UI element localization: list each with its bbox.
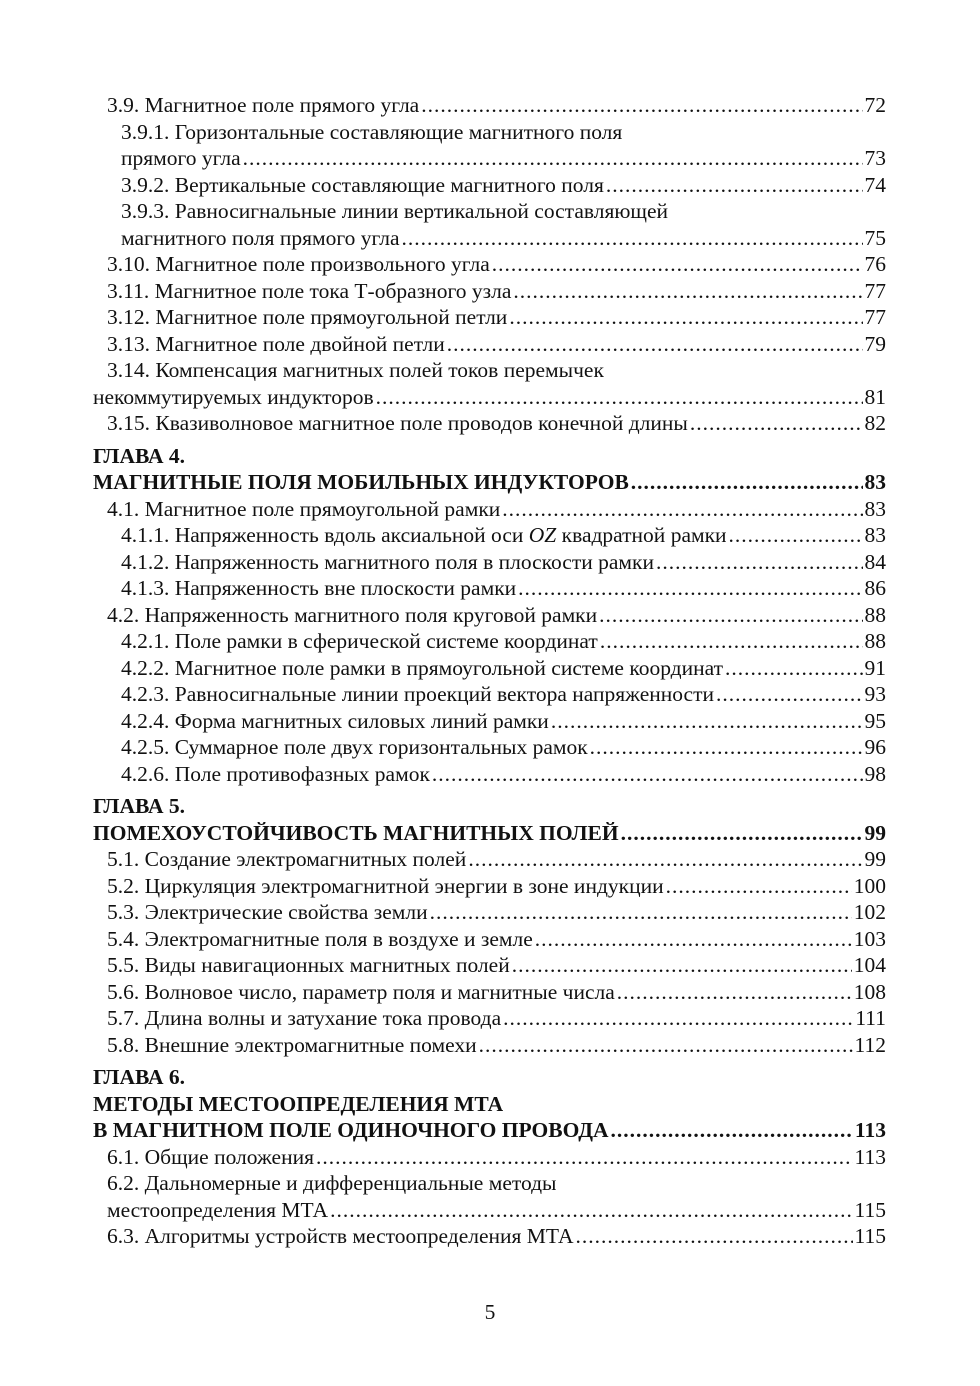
toc-entry[interactable] [93,979,886,1006]
toc-page-number: 82 [864,411,886,435]
toc-entry-title: 5.2. Циркуляция электромагнитной энергии в зоне индукции [107,873,664,898]
table-of-contents [93,92,886,1250]
dot-leader [725,655,863,682]
dot-leader [503,1005,853,1032]
toc-page-number: 73 [864,146,886,170]
toc-entry-title: 5.5. Виды навигационных магнитных полей [107,953,510,977]
toc-entry[interactable] [93,1170,886,1197]
toc-page-number: 91 [864,655,886,680]
toc-page-number: 111 [855,1006,886,1030]
dot-leader [447,331,863,358]
toc-entry[interactable] [93,734,886,761]
toc-entry[interactable] [93,278,886,305]
dot-leader [518,575,862,602]
chapter-heading[interactable] [93,469,886,496]
dot-leader [631,469,863,496]
toc-entry[interactable] [93,1223,886,1250]
chapter-heading[interactable] [93,1091,886,1118]
dot-leader [690,410,863,437]
dot-leader [468,846,862,873]
chapter-heading[interactable] [93,443,886,470]
toc-page-number: 100 [853,873,886,898]
toc-entry[interactable] [93,304,886,331]
toc-page-number: 81 [864,384,886,409]
toc-entry[interactable] [93,575,886,602]
dot-leader [432,761,863,788]
toc-entry[interactable] [93,681,886,708]
toc-entry-title: 3.10. Магнитное поле произвольного угла [107,252,490,276]
toc-entry[interactable] [93,628,886,655]
toc-entry[interactable] [93,496,886,523]
dot-leader [729,522,863,549]
toc-entry[interactable] [93,761,886,788]
toc-entry-title: 4.2.4. Форма магнитных силовых линий рамки [121,708,549,733]
chapter-heading[interactable] [93,1064,886,1091]
toc-entry-title: МЕТОДЫ МЕСТООПРЕДЕЛЕНИЯ МТА [93,1091,504,1116]
dot-leader [716,681,862,708]
toc-entry-title: ГЛАВА 5. [93,794,185,818]
toc-entry[interactable] [93,251,886,278]
toc-entry[interactable] [93,92,886,119]
toc-page-number: 115 [854,1224,886,1248]
toc-page-number: 95 [864,708,886,733]
toc-entry[interactable] [93,1144,886,1171]
dot-leader [243,145,863,172]
toc-entry-title: 4.2.1. Поле рамки в сферической системе координат [121,629,598,653]
toc-entry-title: 3.13. Магнитное поле двойной петли [107,331,445,356]
toc-entry[interactable] [93,926,886,953]
toc-entry-title: некоммутируемых индукторов [93,384,374,409]
toc-page-number: 104 [853,953,886,977]
dot-leader [513,278,862,305]
toc-page-number: 86 [864,576,886,600]
toc-entry[interactable] [93,655,886,682]
toc-page-number: 115 [854,1197,886,1222]
toc-entry-title: В МАГНИТНОМ ПОЛЕ ОДИНОЧНОГО ПРОВОДА [93,1118,609,1142]
toc-page-number: 75 [864,225,886,250]
toc-entry-title: 3.14. Компенсация магнитных полей токов перемычек [107,358,604,382]
dot-leader [421,92,862,119]
toc-entry-title: ГЛАВА 6. [93,1065,185,1089]
toc-page-number: 113 [854,1118,886,1142]
toc-entry-title: 4.2. Напряженность магнитного поля круговой рамки [107,602,598,627]
dot-leader [656,549,863,576]
dot-leader [666,873,852,900]
toc-page-number: 93 [864,682,886,706]
toc-entry-title: ПОМЕХОУСТОЙЧИВОСТЬ МАГНИТНЫХ ПОЛЕЙ [93,820,619,845]
toc-page-number: 96 [864,735,886,759]
toc-entry[interactable] [93,145,886,172]
toc-entry-title: 3.9.3. Равносигнальные линии вертикальной составляющей [121,199,669,223]
toc-entry-title: местоопределения МТА [107,1197,329,1222]
toc-entry[interactable] [93,708,886,735]
toc-entry-title: МАГНИТНЫЕ ПОЛЯ МОБИЛЬНЫХ ИНДУКТОРОВ [93,470,629,494]
dot-leader [617,979,852,1006]
dot-leader [512,952,852,979]
toc-page-number: 112 [854,1032,886,1057]
toc-entry-title: 6.2. Дальномерные и дифференциальные методы [107,1171,557,1195]
toc-entry[interactable] [93,119,886,146]
toc-page-number: 77 [864,305,886,329]
dot-leader [430,899,852,926]
toc-entry[interactable] [93,384,886,411]
toc-page-number: 77 [864,278,886,303]
dot-leader [611,1117,853,1144]
toc-entry[interactable] [93,357,886,384]
toc-entry-title: 6.3. Алгоритмы устройств местоопределения МТА [107,1224,574,1248]
toc-entry[interactable] [93,172,886,199]
toc-page-number: 83 [864,496,886,521]
toc-entry[interactable] [93,873,886,900]
toc-page-number: 108 [853,979,886,1004]
toc-entry-title: 3.11. Магнитное поле тока Т-образного узла [107,278,512,303]
toc-entry-title: ГЛАВА 4. [93,443,185,468]
dot-leader [502,496,862,523]
dot-leader [600,628,863,655]
toc-page-number: 102 [853,900,886,924]
dot-leader [492,251,863,278]
toc-entry-title: 5.8. Внешние электромагнитные помехи [107,1032,477,1057]
toc-entry[interactable] [93,952,886,979]
toc-page-number: 84 [864,549,886,574]
toc-entry-title: 5.7. Длина волны и затухание тока провода [107,1006,502,1030]
toc-entry[interactable] [93,522,886,549]
toc-entry-title: 4.1.3. Напряженность вне плоскости рамки [121,576,517,600]
toc-entry-title: 5.4. Электромагнитные поля в воздухе и земле [107,926,533,951]
toc-entry-title: 4.1.2. Напряженность магнитного поля в плоскости рамки [121,549,654,574]
toc-entry-title: 4.2.3. Равносигнальные линии проекций вектора напряженности [121,682,715,706]
dot-leader [509,304,862,331]
toc-entry-title: 4.1.1. Напряженность вдоль аксиальной оси OZ квадратной рамки [121,523,727,547]
toc-page-number: 72 [864,93,886,117]
toc-page-number: 83 [864,523,886,547]
chapter-heading[interactable] [93,1117,886,1144]
toc-entry-title: 3.12. Магнитное поле прямоугольной петли [107,305,508,329]
toc-entry-title: 3.9. Магнитное поле прямого угла [107,93,420,117]
toc-entry-title: 3.15. Квазиволновое магнитное поле проводов конечной длины [107,411,688,435]
toc-entry[interactable] [93,331,886,358]
toc-entry[interactable] [93,899,886,926]
toc-entry[interactable] [93,198,886,225]
toc-entry-title: 4.2.6. Поле противофазных рамок [121,761,430,786]
toc-entry[interactable] [93,1032,886,1059]
dot-leader [576,1223,853,1250]
toc-entry[interactable] [93,846,886,873]
toc-entry-title: 4.2.5. Суммарное поле двух горизонтальных рамок [121,735,588,759]
toc-entry-title: 5.1. Создание электромагнитных полей [107,847,467,871]
toc-entry-title: 4.1. Магнитное поле прямоугольной рамки [107,496,501,521]
chapter-heading[interactable] [93,820,886,847]
toc-entry-title: 3.9.1. Горизонтальные составляющие магнитного поля [121,119,623,144]
toc-page-number: 113 [854,1144,886,1169]
dot-leader [479,1032,853,1059]
chapter-heading[interactable] [93,793,886,820]
toc-page-number: 99 [864,847,886,871]
toc-entry-title: 5.6. Волновое число, параметр поля и магнитные числа [107,979,615,1004]
dot-leader [535,926,852,953]
dot-leader [590,734,863,761]
toc-entry-title: магнитного поля прямого угла [121,225,400,250]
toc-entry[interactable] [93,602,886,629]
toc-entry-title: прямого угла [121,146,241,170]
dot-leader [330,1197,852,1224]
toc-page-number: 88 [864,629,886,653]
toc-entry-title: 3.9.2. Вертикальные составляющие магнитного поля [121,172,604,197]
toc-entry[interactable] [93,410,886,437]
dot-leader [606,172,863,199]
toc-page-number: 83 [864,470,886,494]
dot-leader [621,820,863,847]
toc-page-number: 103 [853,926,886,951]
toc-entry-title: 4.2.2. Магнитное поле рамки в прямоугольной системе координат [121,655,723,680]
toc-page-number: 88 [864,602,886,627]
toc-page-number: 98 [864,761,886,786]
toc-entry[interactable] [93,225,886,252]
dot-leader [316,1144,853,1171]
toc-entry-title: 6.1. Общие положения [107,1144,315,1169]
toc-page-number: 79 [864,331,886,356]
toc-entry-title: 5.3. Электрические свойства земли [107,900,428,924]
toc-entry[interactable] [93,549,886,576]
dot-leader [599,602,862,629]
toc-page-number: 99 [864,820,886,845]
dot-leader [402,225,863,252]
toc-entry[interactable] [93,1197,886,1224]
toc-entry[interactable] [93,1005,886,1032]
toc-page-number: 76 [864,252,886,276]
page-number: 5 [484,1300,496,1324]
toc-page-number: 74 [864,172,886,197]
dot-leader [376,384,863,411]
dot-leader [551,708,863,735]
